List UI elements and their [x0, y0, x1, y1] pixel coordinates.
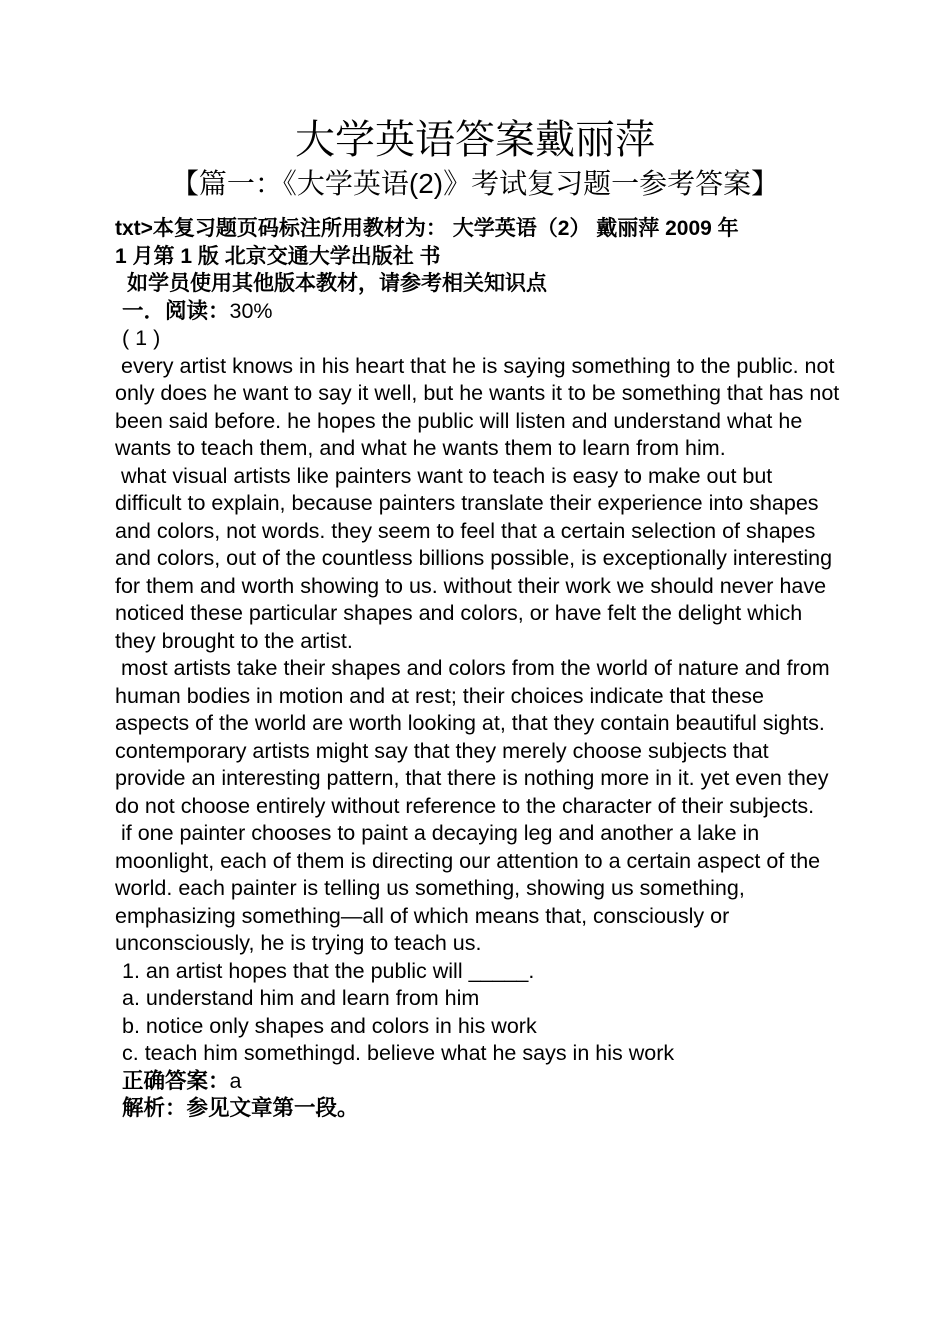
- option-a: a. understand him and learn from him: [122, 986, 480, 1010]
- document-subtitle: 【篇一：《大学英语(2)》考试复习题一参考答案】: [170, 168, 780, 199]
- passage-number: ( 1 ): [122, 326, 161, 350]
- question-1: 1. an artist hopes that the public will _____.: [122, 958, 535, 983]
- paragraph-4: if one painter chooses to paint a decaying leg and another a lake in moonlight, each of them is directing our attention to a certain aspect of the world. each painter is telling us something, showing us something, emphasizing something—all of which means that, consciously or unconsciously, he is trying to teach us.: [115, 821, 821, 955]
- paragraph-1: every artist knows in his heart that he is saying something to the public. not only does he want to say it well, but he wants it to be something that has not been said before. he hopes the public will listen and understand what he wants to teach them, and what he wants them to learn from him.: [115, 353, 840, 460]
- paragraph-2: what visual artists like painters want to teach is easy to make out but difficult to explain, because painters translate their experience into shapes and colors, not words. they seem to feel that a certain selection of shapes and colors, out of the countless billions possible, is exceptionally interesting for them and worth showing to us. without their work we should never have noticed these particular shapes and colors, or have felt the delight which they brought to the artist.: [115, 463, 833, 653]
- analysis-line: 解析：参见文章第一段。: [122, 1096, 359, 1120]
- section-weight: 30%: [229, 298, 273, 323]
- answer-line: [115, 1068, 840, 1096]
- section-heading: [115, 298, 840, 326]
- meta-line-2: 1 月第 1 版 北京交通大学出版社 书: [115, 244, 441, 268]
- section-label: 一．阅读：: [122, 298, 230, 323]
- document-title: 大学英语答案戴丽萍: [295, 118, 655, 162]
- meta-line-3: 如学员使用其他版本教材，请参考相关知识点: [127, 272, 547, 295]
- option-c: c. teach him somethingd. believe what he says in his work: [122, 1041, 675, 1065]
- answer-label: 正确答案：: [122, 1068, 230, 1093]
- option-b: b. notice only shapes and colors in his work: [122, 1013, 537, 1038]
- meta-line-1: txt>本复习题页码标注所用教材为： 大学英语（2） 戴丽萍 2009 年: [115, 217, 739, 240]
- document-body: [115, 215, 840, 1123]
- paragraph-3: most artists take their shapes and colors from the world of nature and from human bodies in motion and at rest; their choices indicate that these aspects of the world are worth looking at, that they contain beautiful sights. contemporary artists might say that they merely choose subjects that provide an interesting pattern, that there is nothing more in it. yet even they do not choose entirely without reference to the character of their subjects.: [115, 656, 830, 818]
- answer-value: a: [229, 1068, 242, 1093]
